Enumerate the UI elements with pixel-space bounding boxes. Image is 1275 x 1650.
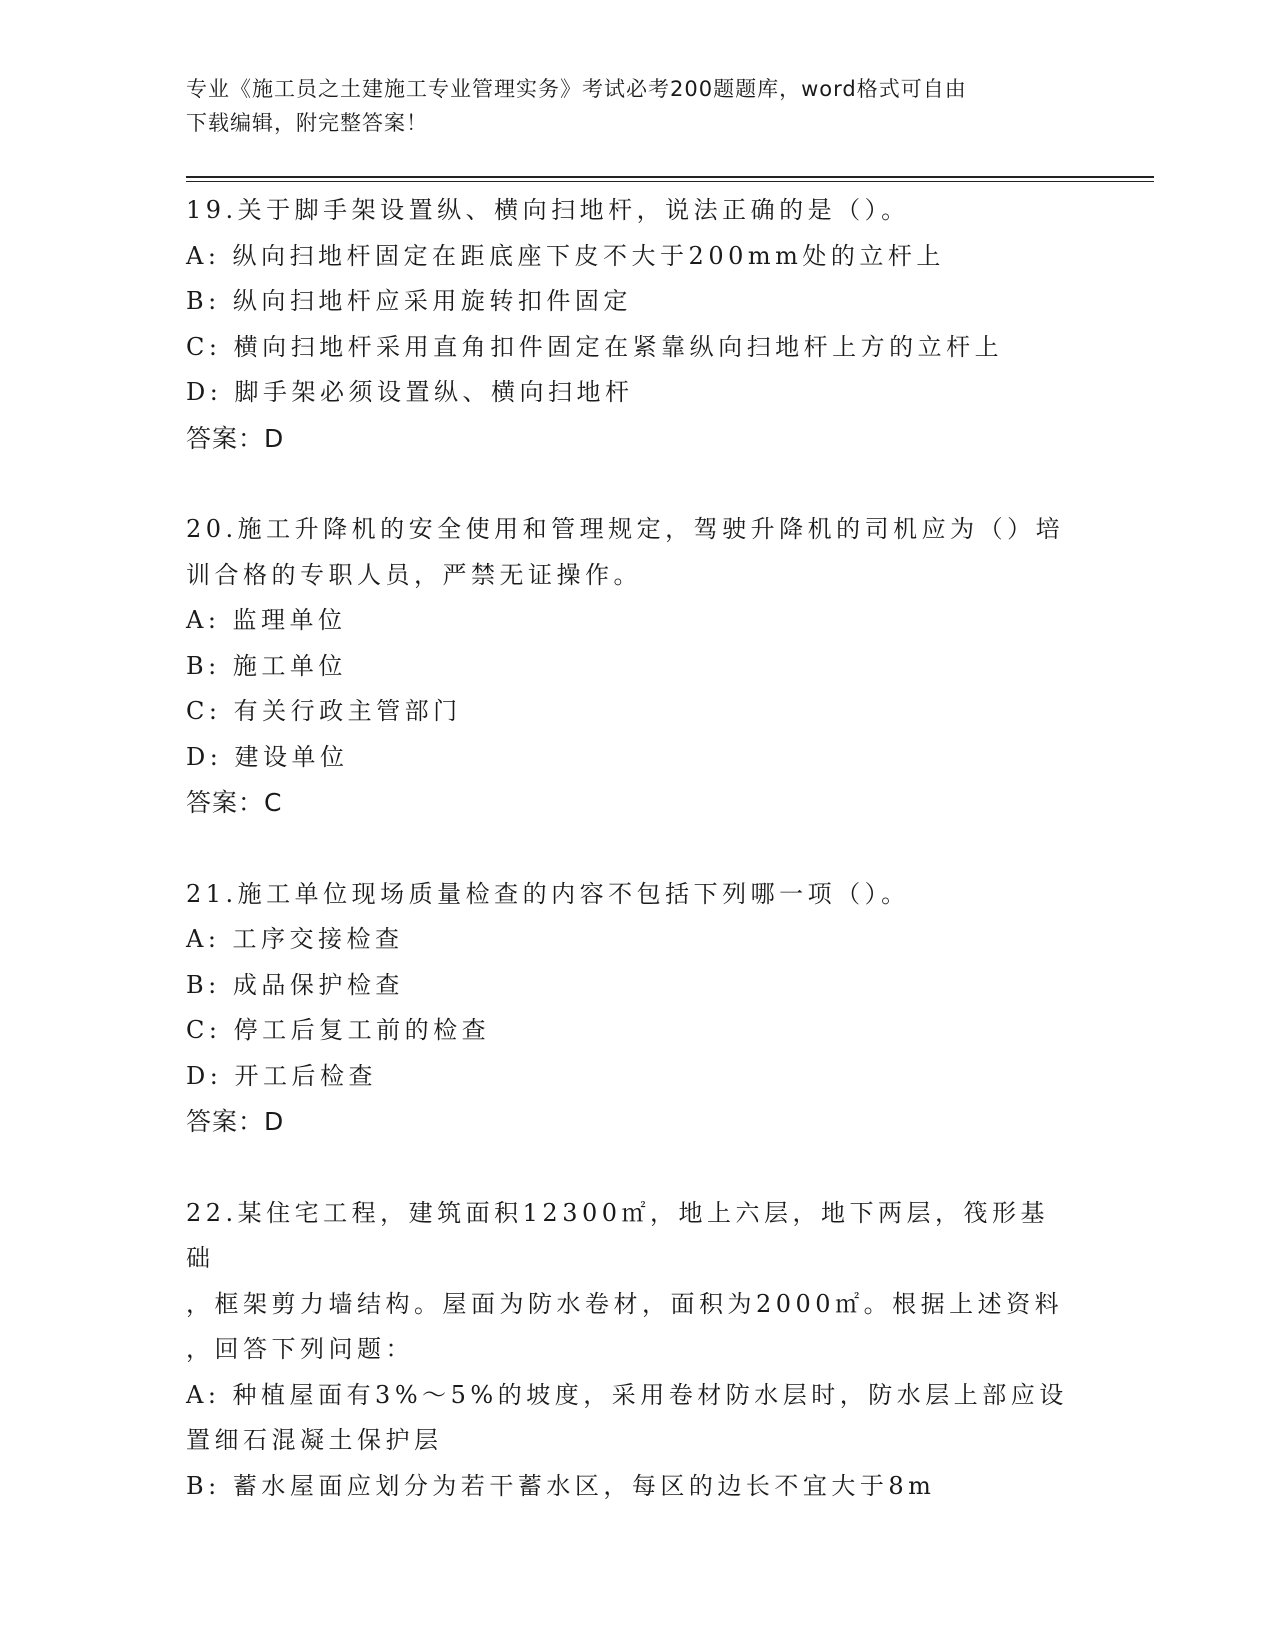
option-b: B: 施工单位 [186, 651, 347, 680]
question-stem-continued: ，回答下列问题： [186, 1335, 414, 1363]
header-divider [186, 176, 1154, 182]
question-20 [186, 507, 1154, 826]
option-a: A: 监理单位 [186, 606, 347, 634]
question-stem: 22.某住宅工程，建筑面积12300㎡，地上六层，地下两层，筏形基础 [186, 1198, 1050, 1272]
question-stem: 21.施工单位现场质量检查的内容不包括下列哪一项（）。 [186, 879, 910, 908]
answer-label: 答案：D [186, 1107, 285, 1136]
option-d: D: 开工后检查 [186, 1061, 377, 1090]
answer-label: 答案：D [186, 423, 285, 453]
question-21 [186, 872, 1154, 1145]
option-c: C: 横向扫地杆采用直角扣件固定在紧靠纵向扫地杆上方的立杆上 [186, 332, 1004, 361]
option-d: D: 建设单位 [186, 742, 349, 771]
option-c: C: 停工后复工前的检查 [186, 1016, 491, 1044]
option-b: B: 纵向扫地杆应采用旋转扣件固定 [186, 287, 632, 315]
question-22 [186, 1191, 1154, 1510]
question-19 [186, 188, 1154, 461]
document-page [186, 72, 1154, 1555]
question-stem: 20.施工升降机的安全使用和管理规定，驾驶升降机的司机应为（）培 [186, 515, 1065, 543]
header-line-1: 专业《施工员之土建施工专业管理实务》考试必考200题题库，word格式可自由 [186, 77, 967, 101]
question-stem-continued: ，框架剪力墙结构。屋面为防水卷材，面积为2000㎡。根据上述资料 [186, 1289, 1064, 1318]
option-a: A: 种植屋面有3%～5%的坡度，采用卷材防水层时，防水层上部应设 [186, 1380, 1068, 1409]
option-c: C: 有关行政主管部门 [186, 697, 462, 725]
option-a: A: 工序交接检查 [186, 925, 404, 953]
answer-label: 答案：C [186, 788, 283, 817]
question-stem: 19.关于脚手架设置纵、横向扫地杆，说法正确的是（）。 [186, 196, 910, 224]
header-line-2: 下载编辑，附完整答案！ [186, 111, 428, 135]
option-a: A: 纵向扫地杆固定在距底座下皮不大于200mm处的立杆上 [186, 241, 945, 270]
option-b: B: 成品保护检查 [186, 970, 404, 999]
question-stem-continued: 训合格的专职人员，严禁无证操作。 [186, 560, 642, 589]
question-list [186, 188, 1154, 1509]
option-d: D: 脚手架必须设置纵、横向扫地杆 [186, 378, 634, 406]
option-b: B: 蓄水屋面应划分为若干蓄水区，每区的边长不宜大于8m [186, 1471, 936, 1500]
option-a-continued: 置细石混凝土保护层 [186, 1426, 443, 1454]
document-header [186, 72, 1066, 140]
